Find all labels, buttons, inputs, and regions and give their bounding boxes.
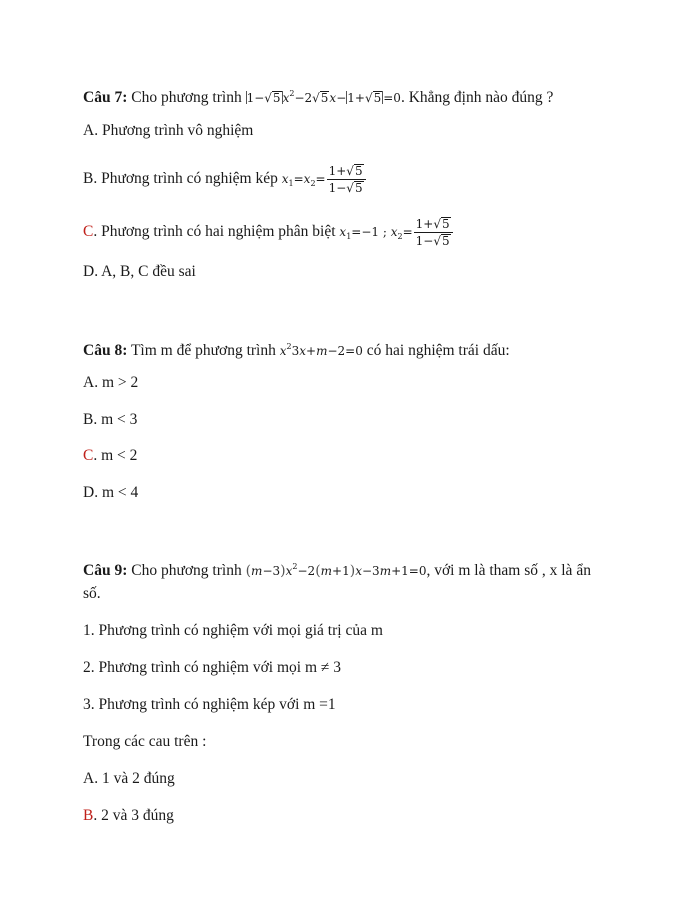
q8-stem: [83, 337, 510, 361]
q8-option-a-letter: A: [83, 374, 95, 391]
q8-option-d-text: . m < 4: [94, 484, 139, 501]
q8-option-a: [83, 373, 138, 393]
q9-tail: , với m là tham số , x là ẩn: [426, 562, 591, 579]
q7-option-a: [83, 121, 253, 141]
q8-label: Câu 8:: [83, 342, 128, 359]
q9-stem-cont: [83, 584, 101, 604]
q9-option-a-text: . 1 và 2 đúng: [94, 770, 175, 787]
q7-intro: Cho phương trình: [131, 89, 242, 106]
q8-option-b: [83, 410, 137, 430]
q8-option-c-letter: C: [83, 447, 94, 464]
q7-option-a-letter: A: [83, 122, 95, 139]
q7-option-d: [83, 262, 196, 282]
q7-option-b-letter: B: [83, 170, 94, 187]
q7-option-b-formula: $x_1=x_2=$ $\frac{1+√5}{1-√5}$: [282, 172, 367, 186]
q8-option-a-text: . m > 2: [94, 374, 139, 391]
q9-intro: Cho phương trình: [131, 562, 242, 579]
q8-intro: Tìm m để phương trình: [130, 342, 276, 359]
q8-equation: $x^23x+m-2=0$: [279, 342, 363, 358]
q9-option-b: [83, 806, 174, 826]
q8-option-c: [83, 446, 137, 466]
q9-statement-2: 2. Phương trình có nghiệm với mọi m ≠ 3: [83, 659, 342, 676]
q7-option-c: [83, 217, 454, 248]
q7-option-a-text: . Phương trình vô nghiệm: [94, 122, 254, 139]
q9-option-a: [83, 769, 175, 789]
q8-option-c-text: . m < 2: [93, 447, 138, 464]
q9-stem: [83, 557, 591, 581]
q7-option-b-text: . Phương trình có nghiệm kép: [93, 170, 278, 187]
q9-label: Câu 9:: [83, 562, 128, 579]
q9-equation: $(m-3)x^2-2(m+1)x-3m+1=0$: [245, 562, 427, 579]
q7-tail: Khẳng định nào đúng ?: [408, 89, 554, 106]
q8-option-b-letter: B: [83, 411, 94, 428]
q7-option-c-letter: C: [83, 223, 94, 240]
q8-tail: có hai nghiệm trái dấu:: [366, 342, 510, 359]
q9-tail2: số.: [83, 585, 101, 602]
q8-option-b-text: . m < 3: [93, 411, 138, 428]
q9-option-a-letter: A: [83, 770, 95, 787]
q8-option-d: [83, 483, 138, 503]
q9-statement-3: 3. Phương trình có nghiệm kép với m =1: [83, 696, 336, 713]
q7-option-d-text: . A, B, C đều sai: [94, 263, 196, 280]
q9-statement-1: 1. Phương trình có nghiệm với mọi giá trị của m: [83, 622, 383, 639]
q9-prompt: Trong các cau trên :: [83, 733, 207, 750]
q8-option-d-letter: D: [83, 484, 95, 501]
q7-option-c-text: . Phương trình có hai nghiệm phân biệt: [93, 223, 336, 240]
q7-option-b: [83, 164, 367, 195]
q7-stem: Câu 7: Cho phương trình 1−√5 $x^2-2√5x-1+√5 =0$. Khẳng định nào đúng ?: [83, 89, 554, 106]
q7-option-d-letter: D: [83, 263, 95, 280]
q9-option-b-text: . 2 và 3 đúng: [93, 807, 174, 824]
q7-option-c-formula: $x_1=-1$ ; $x_2=$ $\frac{1+√5}{1-√5}$: [339, 225, 453, 239]
q7-equation: 1−√5 $x^2-2√5x-1+√5 =0$: [246, 89, 401, 105]
q7-label: Câu 7:: [83, 89, 128, 106]
q9-option-b-letter: B: [83, 807, 94, 824]
